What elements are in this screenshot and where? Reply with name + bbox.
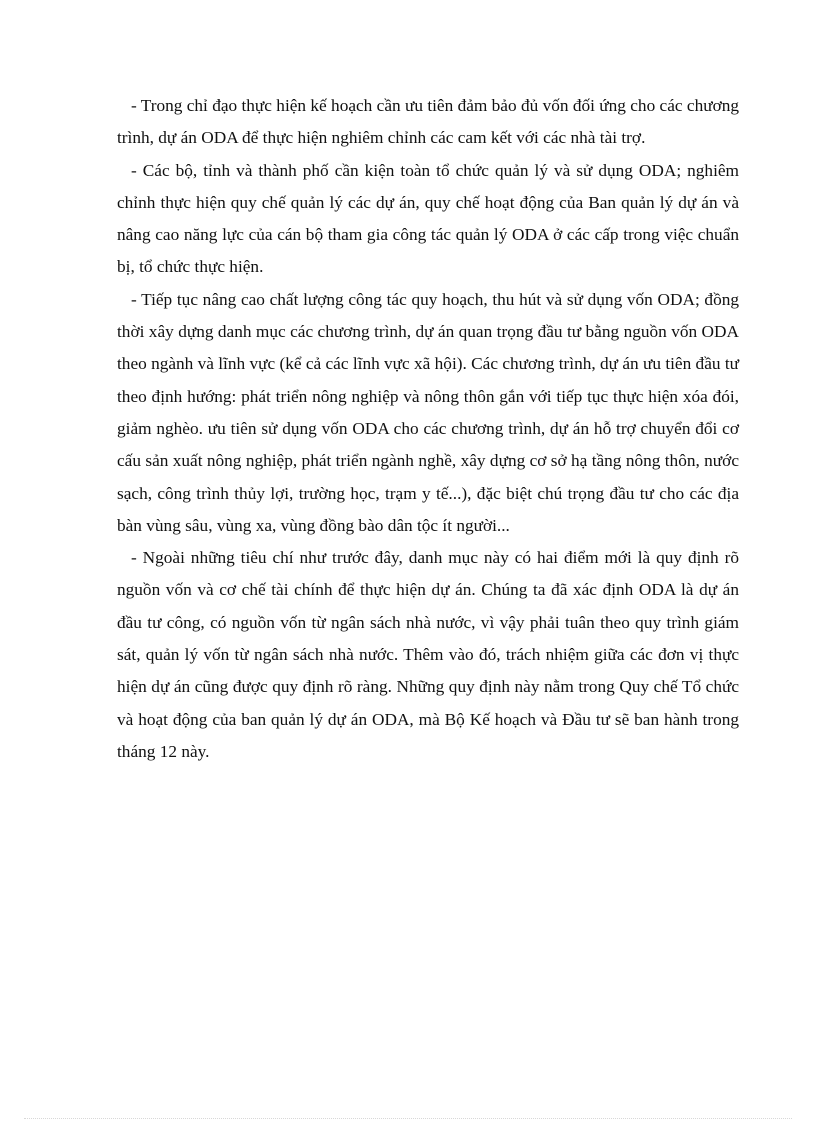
paragraph-oda-management: - Các bộ, tỉnh và thành phố cần kiện toàn tổ chức quản lý và sử dụng ODA; nghiêm chỉnh thực hiện quy chế quản lý các dự án, quy chế hoạt động của Ban quản lý dự án và nâng cao năng lực của cán bộ tham gia công tác quản lý ODA ở các cấp trong việc chuẩn bị, tổ chức thực hiện. (117, 160, 739, 277)
paragraph-odm-counterpart-funds: - Trong chỉ đạo thực hiện kế hoạch cần ưu tiên đảm bảo đủ vốn đối ứng cho các chương trình, dự án ODA để thực hiện nghiêm chỉnh các cam kết với các nhà tài trợ. (117, 96, 739, 148)
page-bottom-divider (24, 1118, 792, 1119)
paragraph-planning-priorities: - Tiếp tục nâng cao chất lượng công tác quy hoạch, thu hút và sử dụng vốn ODA; đồng thời xây dựng danh mục các chương trình, dự án quan trọng đầu tư bằng nguồn vốn ODA theo ngành và lĩnh vực (kể cả các lĩnh vực xã hội). Các chương trình, dự án ưu tiên đầu tư theo định hướng: phát triển nông nghiệp và nông thôn gắn với tiếp tục thực hiện xóa đói, giảm nghèo. ưu tiên sử dụng vốn ODA cho các chương trình, dự án hỗ trợ chuyển đổi cơ cấu sản xuất nông nghiệp, phát triển ngành nghề, xây dựng cơ sở hạ tầng nông thôn, nước sạch, công trình thủy lợi, trường học, trạm y tế...), đặc biệt chú trọng đầu tư cho các địa bàn vùng sâu, vùng xa, vùng đồng bào dân tộc ít người... (117, 289, 739, 535)
paragraph-new-criteria: - Ngoài những tiêu chí như trước đây, danh mục này có hai điểm mới là quy định rõ nguồn vốn và cơ chế tài chính để thực hiện dự án. Chúng ta đã xác định ODA là dự án đầu tư công, có nguồn vốn từ ngân sách nhà nước, vì vậy phải tuân theo quy trình giám sát, quản lý vốn từ ngân sách nhà nước. Thêm vào đó, trách nhiệm giữa các đơn vị thực hiện dự án cũng được quy định rõ ràng. Những quy định này nằm trong Quy chế Tổ chức và hoạt động của ban quản lý dự án ODA, mà Bộ Kế hoạch và Đầu tư sẽ ban hành trong tháng 12 này. (117, 548, 739, 761)
document-body (117, 90, 739, 768)
